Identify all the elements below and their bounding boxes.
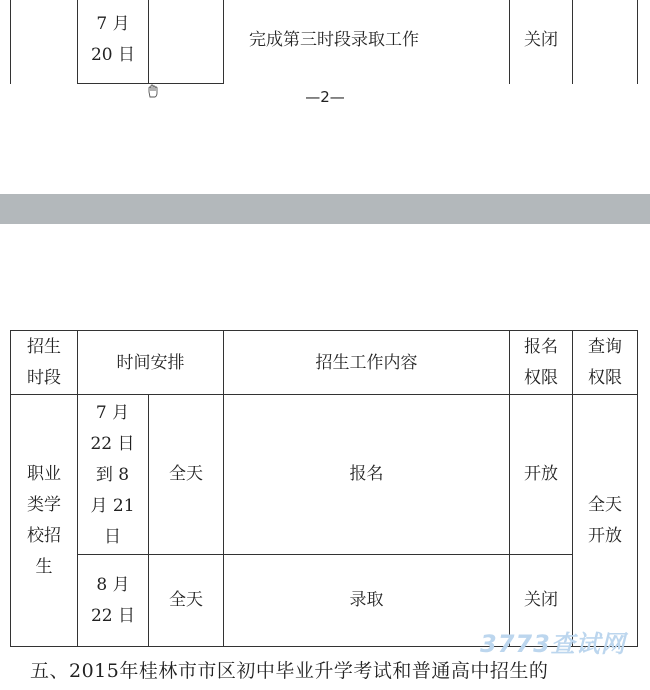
row1-content: 报名: [349, 464, 384, 484]
page-number: —2—: [305, 88, 345, 106]
top-registration-cell: 关闭: [524, 29, 558, 50]
header-registration: 报名权限: [524, 337, 558, 388]
table-border: [10, 0, 11, 84]
table-border: [637, 330, 638, 647]
page-separator: [0, 194, 650, 224]
row1-date: 7 月 22 日到 8 月 21 日: [90, 402, 135, 547]
hand-cursor-icon: [146, 84, 160, 98]
header-schedule: 时间安排: [116, 352, 185, 373]
table-border: [10, 330, 638, 331]
table-border: [572, 0, 573, 84]
top-work-content: 完成第三时段录取工作: [249, 29, 419, 50]
header-work-content: 招生工作内容: [315, 352, 418, 373]
row2-registration: 关闭: [524, 590, 558, 610]
footer-heading: 五、2015年桂林市市区初中毕业升学考试和普通高中招生的: [30, 660, 549, 682]
table-border: [77, 0, 78, 84]
query-cell: 全天开放: [588, 494, 622, 546]
row2-time: 全天: [169, 590, 203, 610]
table-border: [637, 0, 638, 84]
row1-time: 全天: [169, 464, 203, 484]
header-period: 招生时段: [27, 337, 61, 388]
table-border: [10, 330, 11, 647]
row2-content: 录取: [349, 590, 384, 610]
row1-registration: 开放: [524, 464, 558, 484]
row2-date: 8 月 22 日: [90, 574, 136, 626]
header-query: 查询权限: [588, 337, 622, 388]
table-border: [148, 0, 149, 84]
table-border: [572, 330, 573, 647]
period-cell: 职业类学校招生: [27, 463, 61, 577]
watermark-logo: 3773查试网: [480, 630, 626, 658]
top-date-cell: 7 月 20 日: [90, 14, 136, 65]
